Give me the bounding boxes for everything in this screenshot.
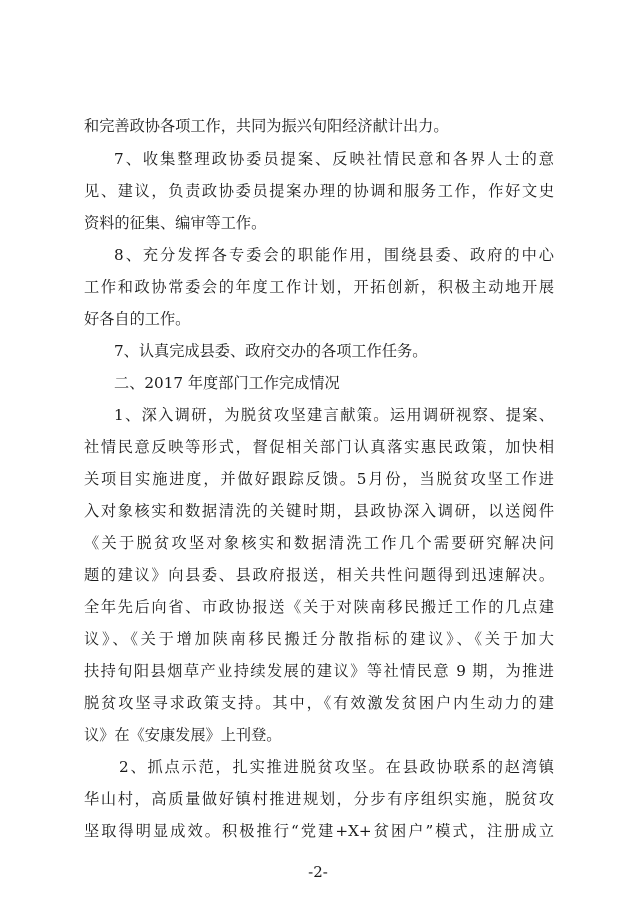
paragraph-line: 坚取得明显成效。积极推行“党建+X+贫困户”模式，注册成立 <box>84 822 554 840</box>
paragraph-line: 好各自的工作。 <box>84 310 191 328</box>
paragraph-line: 入对象核实和数据清洗的关键时期，县政协深入调研，以送阅件 <box>84 502 554 520</box>
paragraph-line: 社情民意反映等形式，督促相关部门认真落实惠民政策，加快相 <box>84 438 554 456</box>
paragraph-line: 见、建议，负责政协委员提案办理的协调和服务工作，作好文史 <box>84 182 554 200</box>
paragraph-line: 脱贫攻坚寻求政策支持。其中，《有效激发贫困户内生动力的建 <box>84 694 554 712</box>
paragraph-line: 议》在《安康发展》上刊登。 <box>84 726 282 744</box>
paragraph-line: 资料的征集、编审等工作。 <box>84 214 267 232</box>
paragraph-line: 1、深入调研，为脱贫攻坚建言献策。运用调研视察、提案、 <box>114 406 554 424</box>
paragraph-line: 议》、《关于增加陕南移民搬迁分散指标的建议》、《关于加大 <box>84 630 554 648</box>
paragraph-line: 关项目实施进度，并做好跟踪反馈。5月份，当脱贫攻坚工作进 <box>84 470 554 488</box>
paragraph-line: 全年先后向省、市政协报送《关于对陕南移民搬迁工作的几点建 <box>84 598 554 616</box>
paragraph-line: 7、认真完成县委、政府交办的各项工作任务。 <box>114 342 428 360</box>
paragraph-line: 《关于脱贫攻坚对象核实和数据清洗工作几个需要研究解决问 <box>84 534 554 552</box>
paragraph-line: 2、抓点示范，扎实推进脱贫攻坚。在县政协联系的赵湾镇 <box>119 758 554 776</box>
paragraph-line: 7、收集整理政协委员提案、反映社情民意和各界人士的意 <box>114 150 554 168</box>
paragraph-line: 和完善政协各项工作，共同为振兴旬阳经济献计出力。 <box>84 117 449 135</box>
section-heading: 二、2017 年度部门工作完成情况 <box>114 374 340 392</box>
page-number: -2- <box>308 863 328 881</box>
paragraph-line: 华山村，高质量做好镇村推进规划，分步有序组织实施，脱贫攻 <box>84 790 554 808</box>
paragraph-line: 题的建议》向县委、县政府报送，相关共性问题得到迅速解决。 <box>84 566 554 584</box>
paragraph-line: 工作和政协常委会的年度工作计划，开拓创新，积极主动地开展 <box>84 278 554 296</box>
paragraph-line: 8、充分发挥各专委会的职能作用，围绕县委、政府的中心 <box>114 246 554 264</box>
paragraph-line: 扶持旬阳县烟草产业持续发展的建议》等社情民意 9 期，为推进 <box>84 662 554 680</box>
